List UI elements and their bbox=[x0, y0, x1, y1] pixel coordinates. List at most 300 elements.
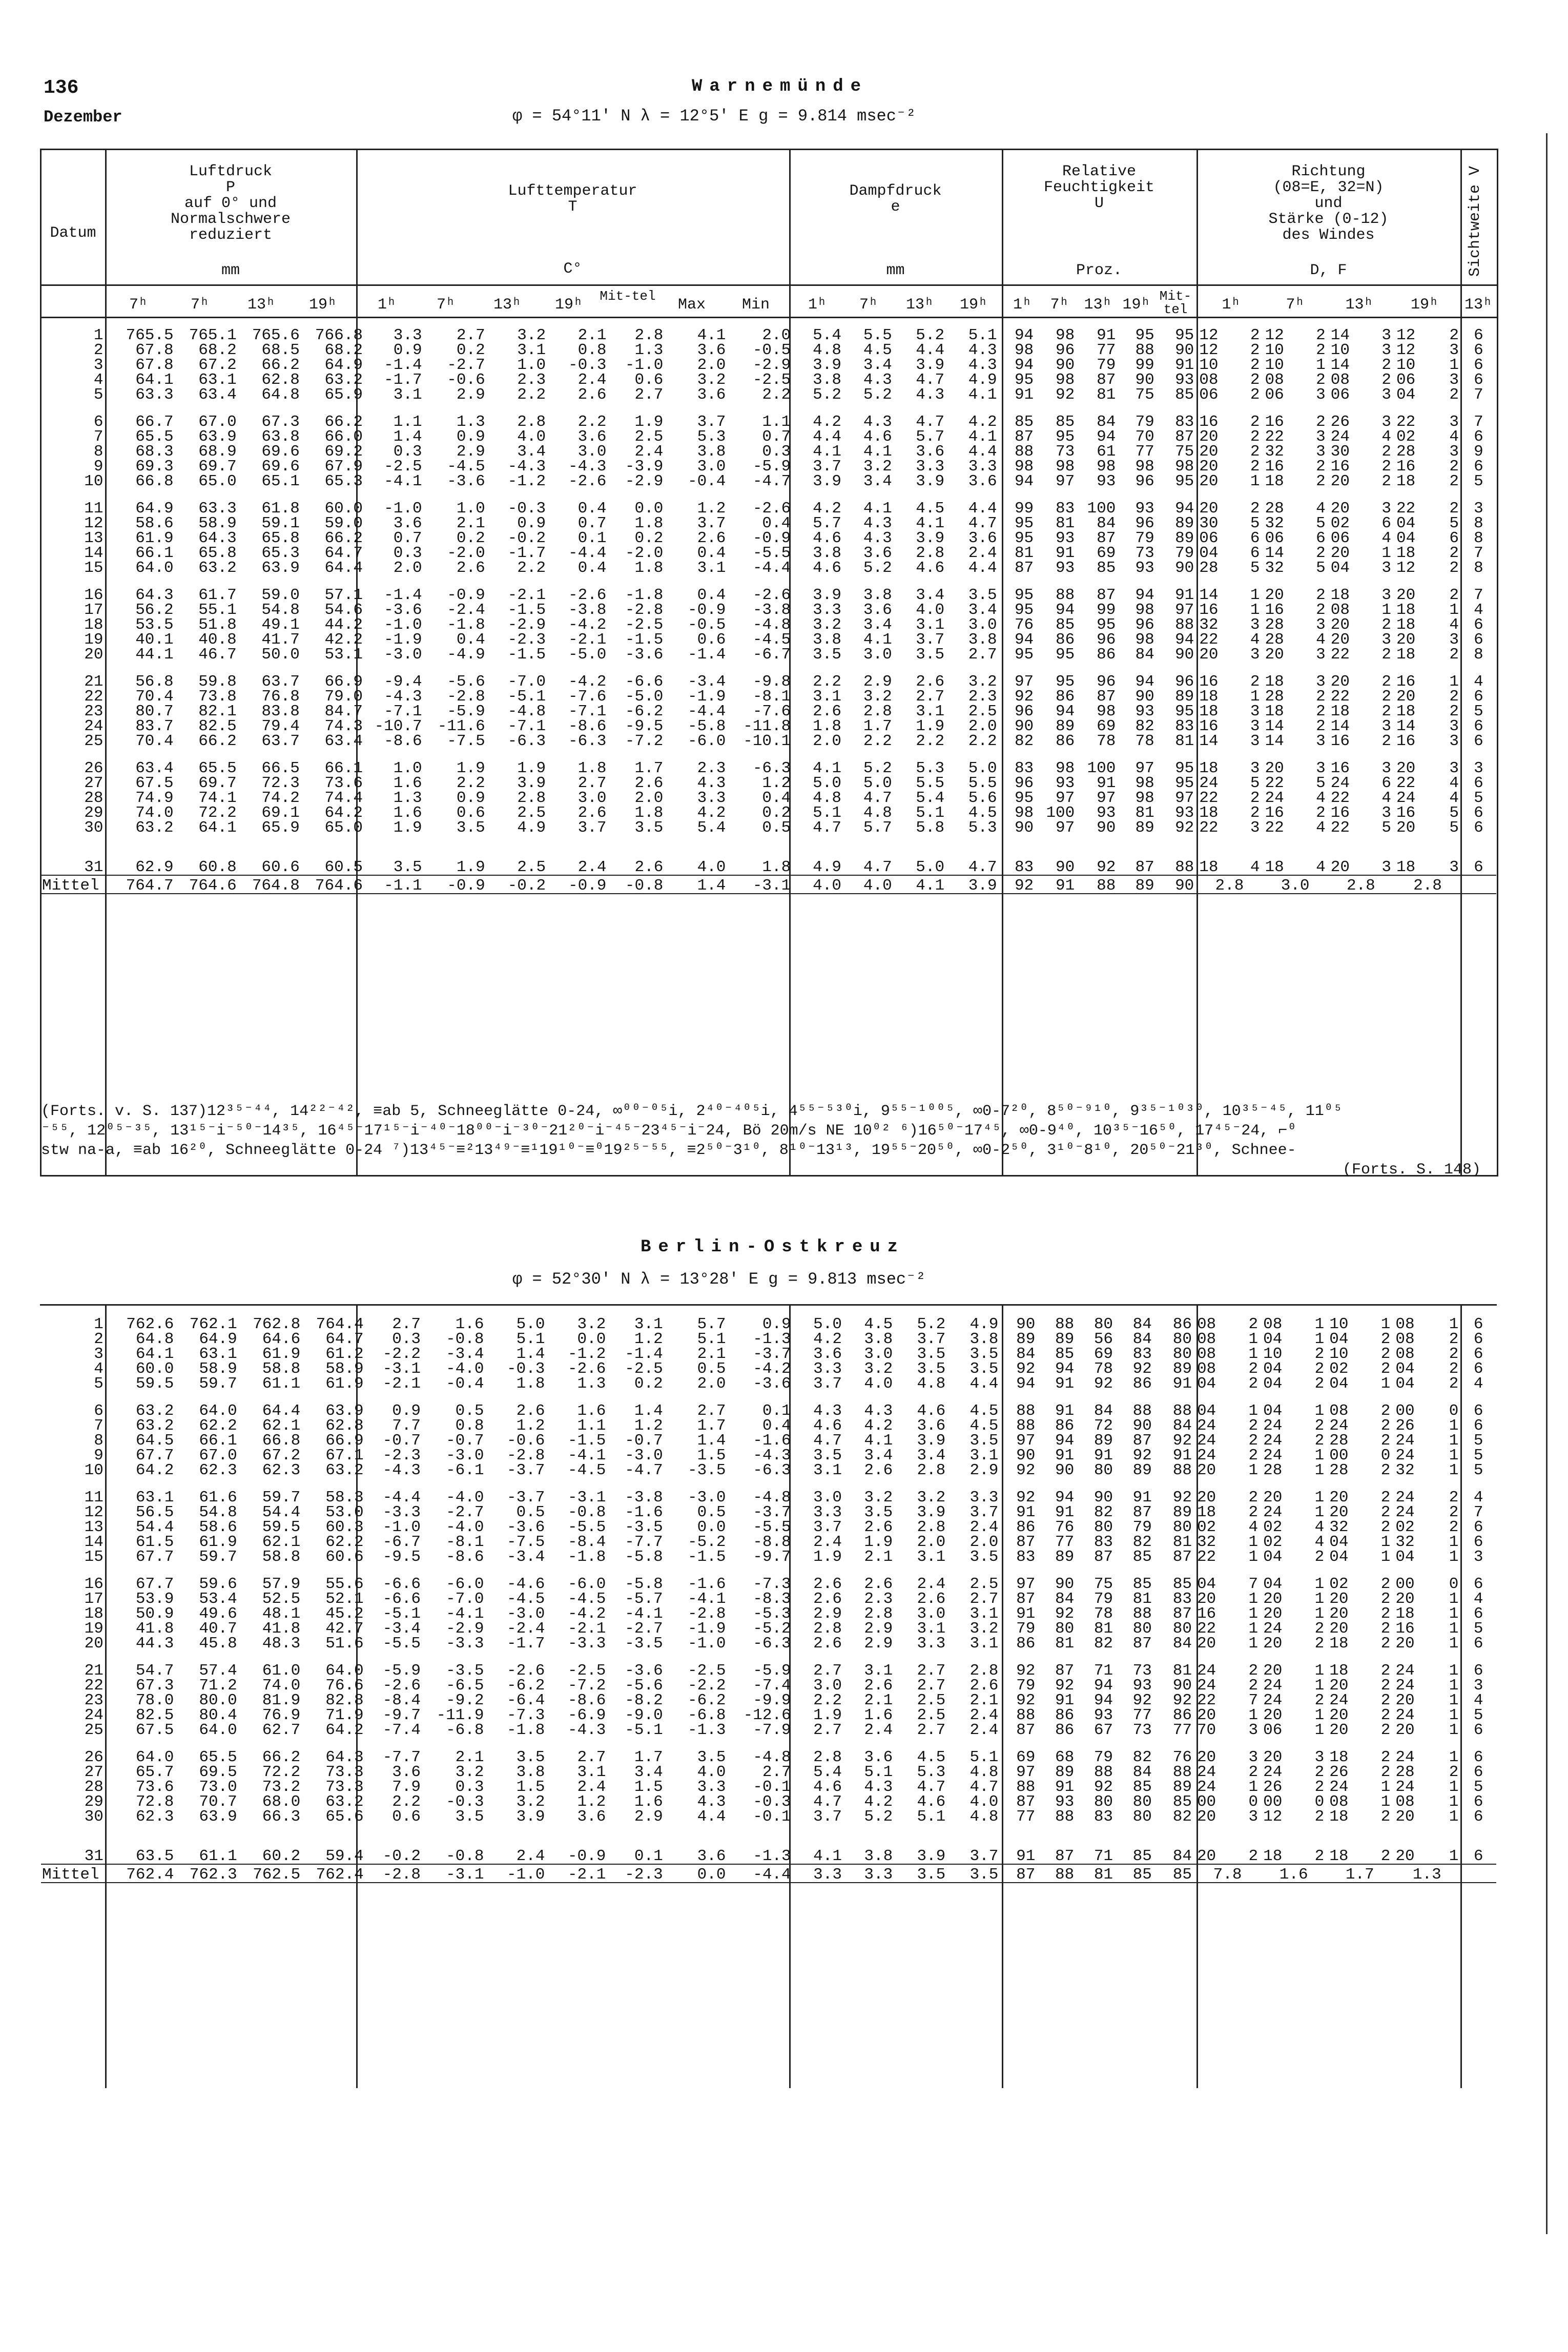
table-cell: 11 bbox=[84, 500, 104, 518]
table-cell: 78 bbox=[1135, 732, 1154, 750]
table-cell: 2 bbox=[1316, 703, 1326, 720]
table-cell: 65.0 bbox=[324, 819, 363, 837]
table-cell: 22 bbox=[1330, 646, 1350, 664]
table-cell: 69.5 bbox=[199, 1763, 237, 1781]
table-cell: -4.3 bbox=[753, 1447, 791, 1464]
table-cell: 81 bbox=[1175, 732, 1194, 750]
table-cell: 1.2 bbox=[577, 1793, 606, 1811]
table-cell: 2 bbox=[1449, 500, 1459, 518]
table-cell: 98 bbox=[1014, 458, 1034, 476]
table-cell: 10 bbox=[1329, 1315, 1349, 1333]
table-cell: 18 bbox=[1199, 703, 1219, 720]
table-cell: 97 bbox=[1016, 1763, 1036, 1781]
table-cell: 3 bbox=[1381, 386, 1391, 404]
table-cell: 2.6 bbox=[456, 559, 485, 577]
table-cell: 6 bbox=[1473, 1635, 1483, 1653]
table-cell: -1.7 bbox=[384, 371, 422, 389]
table-cell: 73 bbox=[1132, 1662, 1152, 1680]
table-cell: 24 bbox=[1196, 1677, 1216, 1695]
table-cell: -0.3 bbox=[507, 500, 546, 518]
table-cell: 2 bbox=[1381, 443, 1391, 461]
table-cell: 5.4 bbox=[697, 819, 726, 837]
table-cell: 1.1 bbox=[393, 413, 422, 431]
mittel-cell: -0.9 bbox=[425, 875, 488, 894]
table-cell: 3 bbox=[1250, 819, 1260, 837]
header-feuchte-line2: Feuchtigkeit bbox=[1043, 179, 1155, 196]
table-cell: 20 bbox=[1395, 1590, 1415, 1608]
mittel-cell: 89 bbox=[1119, 875, 1157, 894]
table-cell: 18 bbox=[1265, 472, 1284, 490]
table-cell: 60.2 bbox=[262, 1847, 301, 1865]
table-cell: 67.9 bbox=[324, 458, 363, 476]
table-cell: 12 bbox=[1396, 326, 1416, 344]
table-cell: -8.6 bbox=[384, 732, 422, 750]
table-cell: 16 bbox=[1265, 413, 1284, 431]
table-cell: 3.2 bbox=[863, 458, 892, 476]
table-cell: -0.4 bbox=[687, 472, 726, 490]
table-cell: 00 bbox=[1395, 1575, 1415, 1593]
table-cell: 2 bbox=[1380, 1748, 1391, 1766]
table-cell: 4.0 bbox=[697, 858, 726, 876]
table-cell: 5 bbox=[1474, 703, 1483, 720]
table-cell: 82.5 bbox=[135, 1706, 174, 1724]
table-cell: 8 bbox=[1474, 529, 1483, 547]
table-row bbox=[41, 588, 1496, 603]
table-row bbox=[41, 1636, 1496, 1651]
table-cell: 4.3 bbox=[863, 529, 892, 547]
table-cell: 2.5 bbox=[634, 428, 664, 446]
table-cell: 2 bbox=[1314, 1808, 1325, 1826]
table-cell: 31 bbox=[84, 1847, 104, 1865]
table-row bbox=[41, 1505, 1496, 1520]
table-cell: 2.0 bbox=[969, 1533, 999, 1551]
table-cell: 2.6 bbox=[577, 386, 607, 404]
table-cell: 60.0 bbox=[135, 1360, 174, 1378]
table-cell: 95 bbox=[1014, 371, 1034, 389]
table-row bbox=[41, 1678, 1496, 1693]
table-cell: 95 bbox=[1175, 326, 1194, 344]
table-cell: 81 bbox=[1014, 544, 1034, 562]
table-cell: 2 bbox=[1316, 688, 1326, 706]
table-cell: 80 bbox=[1132, 1793, 1152, 1811]
table-cell: 1 bbox=[1250, 601, 1260, 619]
table-cell: -5.8 bbox=[625, 1548, 663, 1566]
table-cell: 1 bbox=[1250, 472, 1260, 490]
table-cell: 64.0 bbox=[325, 1662, 364, 1680]
table-row bbox=[41, 387, 1496, 402]
table-cell: -1.6 bbox=[688, 1575, 726, 1593]
table-cell: 3.3 bbox=[813, 1360, 842, 1378]
table-cell: 2 bbox=[93, 341, 104, 359]
table-cell: 64.2 bbox=[135, 1461, 174, 1479]
table-row bbox=[41, 1809, 1496, 1824]
table-cell: 63.1 bbox=[199, 1345, 237, 1363]
table-cell: 8 bbox=[1474, 646, 1483, 664]
table-cell: 41.8 bbox=[135, 1620, 174, 1638]
table-cell: 59.0 bbox=[324, 514, 363, 532]
table-cell: 20 bbox=[1265, 646, 1284, 664]
table-cell: 87 bbox=[1132, 1432, 1152, 1450]
table-cell: 6 bbox=[1473, 1793, 1483, 1811]
table-cell: 3.0 bbox=[917, 1605, 946, 1623]
table-cell: -2.1 bbox=[567, 1620, 606, 1638]
table-cell: 2 bbox=[1248, 1375, 1258, 1393]
table-cell: 08 bbox=[1196, 1360, 1216, 1378]
table-cell: -2.4 bbox=[447, 601, 485, 619]
table-cell: 63.9 bbox=[198, 428, 237, 446]
table-cell: -3.6 bbox=[753, 1375, 791, 1393]
table-cell: -2.6 bbox=[382, 1677, 421, 1695]
table-cell: 4.8 bbox=[969, 1763, 999, 1781]
table-cell: 55.1 bbox=[198, 601, 237, 619]
table-cell: 73 bbox=[1056, 443, 1075, 461]
table-cell: 1 bbox=[1449, 1417, 1459, 1435]
table-cell: 76 bbox=[1055, 1518, 1075, 1536]
table-cell: 93 bbox=[1056, 529, 1075, 547]
table-cell: 91 bbox=[1016, 1605, 1036, 1623]
table-cell: 94 bbox=[1094, 1677, 1113, 1695]
table-cell: 41.7 bbox=[261, 631, 300, 649]
table-cell: 06 bbox=[1199, 386, 1219, 404]
table-cell: 3.0 bbox=[968, 616, 997, 634]
table-cell: 3.2 bbox=[863, 688, 892, 706]
table-cell: 3.9 bbox=[916, 529, 945, 547]
mittel-cell bbox=[1461, 1864, 1496, 1883]
table-cell: 20 bbox=[1395, 1847, 1415, 1865]
table-cell: 28 bbox=[1265, 631, 1284, 649]
table-cell: 2 bbox=[1449, 1330, 1459, 1348]
table-cell: 79.0 bbox=[324, 688, 363, 706]
table-row bbox=[41, 1463, 1496, 1478]
table-cell: -0.8 bbox=[567, 1503, 606, 1521]
table-cell: 2.7 bbox=[392, 1315, 421, 1333]
table-cell: 0 bbox=[1380, 1447, 1391, 1464]
table-cell: 97 bbox=[1056, 472, 1075, 490]
table-cell: 4.1 bbox=[813, 443, 841, 461]
table-cell: 3.6 bbox=[392, 1763, 421, 1781]
table-cell: 18 bbox=[1395, 1605, 1415, 1623]
sub-e-1: 1ʰ bbox=[808, 296, 827, 314]
table-cell: 22 bbox=[84, 1677, 104, 1695]
table-cell: -1.3 bbox=[688, 1721, 726, 1739]
table-cell: 02 bbox=[1329, 1575, 1349, 1593]
table-cell: 78 bbox=[1094, 1360, 1113, 1378]
table-cell: -2.1 bbox=[382, 1375, 421, 1393]
table-cell: 57.1 bbox=[324, 586, 363, 604]
table-row bbox=[41, 1693, 1496, 1708]
table-cell: 2.6 bbox=[917, 1590, 946, 1608]
table-cell: 1 bbox=[1314, 1503, 1325, 1521]
table-cell: -4.0 bbox=[446, 1360, 484, 1378]
table-cell: 94 bbox=[1014, 356, 1034, 374]
table-cell: 2.8 bbox=[517, 413, 546, 431]
mittel-cell: -3.1 bbox=[729, 875, 794, 894]
table-cell: 26 bbox=[1263, 1778, 1283, 1796]
table-cell: 64.9 bbox=[135, 500, 174, 518]
table-cell: 68.9 bbox=[198, 443, 237, 461]
table-cell: 3.6 bbox=[393, 514, 422, 532]
table-cell: 2 bbox=[1380, 1677, 1391, 1695]
table-cell: 79 bbox=[1175, 544, 1194, 562]
table-cell: 92 bbox=[1016, 1691, 1036, 1709]
table-cell: 1.9 bbox=[456, 759, 485, 777]
table-cell: -2.9 bbox=[625, 472, 664, 490]
table-cell: -6.3 bbox=[753, 1461, 791, 1479]
table-cell: 4 bbox=[1316, 789, 1326, 807]
table-cell: 0.9 bbox=[393, 341, 422, 359]
table-cell: 64.4 bbox=[262, 1402, 301, 1420]
table-cell: 72.3 bbox=[261, 774, 300, 792]
table-cell: 1 bbox=[1314, 1461, 1325, 1479]
table-cell: 62.1 bbox=[262, 1417, 301, 1435]
table-cell: 18 bbox=[1265, 858, 1284, 876]
table-cell: 46.7 bbox=[198, 646, 237, 664]
table-cell: 3.5 bbox=[456, 819, 485, 837]
table-cell: 90 bbox=[1014, 819, 1034, 837]
table-cell: 84 bbox=[1016, 1345, 1036, 1363]
table-row bbox=[41, 1663, 1496, 1678]
table-cell: 21 bbox=[84, 673, 104, 691]
table-cell: 1.8 bbox=[516, 1375, 545, 1393]
table-cell: 24 bbox=[1395, 1748, 1415, 1766]
table-cell: 67.0 bbox=[198, 413, 237, 431]
table-cell: 31 bbox=[84, 858, 104, 876]
table-row bbox=[41, 689, 1496, 704]
table-cell: 90 bbox=[1014, 717, 1034, 735]
table-cell: 0.9 bbox=[456, 428, 485, 446]
table-cell: 1 bbox=[1449, 1447, 1459, 1464]
sub-w-1: 1ʰ bbox=[1222, 296, 1241, 314]
table-cell: 08 bbox=[1395, 1315, 1415, 1333]
table-cell: 66.2 bbox=[262, 1748, 301, 1766]
table-cell: 95 bbox=[1175, 703, 1194, 720]
table-cell: 1 bbox=[1381, 601, 1391, 619]
mittel-cell: 85 bbox=[1116, 1864, 1155, 1883]
table-cell: 2.9 bbox=[969, 1461, 999, 1479]
table-cell: 28 bbox=[1329, 1432, 1349, 1450]
table-cell: 91 bbox=[1094, 1447, 1113, 1464]
table-cell: 6 bbox=[94, 1402, 104, 1420]
table-cell: 1 bbox=[1248, 1330, 1258, 1348]
table-cell: 85 bbox=[1056, 413, 1075, 431]
table-cell: 04 bbox=[1263, 1548, 1283, 1566]
table-cell: 5.4 bbox=[813, 326, 841, 344]
table-cell: 30 bbox=[1199, 514, 1219, 532]
table-cell: 22 bbox=[1196, 1620, 1216, 1638]
table-cell: 2 bbox=[1250, 341, 1260, 359]
table-cell: 3.8 bbox=[864, 1847, 893, 1865]
table-cell: 80 bbox=[1172, 1620, 1192, 1638]
table-cell: 80 bbox=[1094, 1315, 1113, 1333]
table-cell: 0.5 bbox=[455, 1402, 484, 1420]
table-cell: 3.9 bbox=[917, 1432, 946, 1450]
table-cell: 81.9 bbox=[262, 1691, 301, 1709]
table-cell: 89 bbox=[1175, 688, 1194, 706]
table-cell: 4.4 bbox=[968, 559, 997, 577]
table-cell: -8.4 bbox=[382, 1691, 421, 1709]
table-cell: 18 bbox=[1265, 703, 1284, 720]
table-cell: 24 bbox=[1196, 1763, 1216, 1781]
table-cell: 81 bbox=[1056, 514, 1075, 532]
table-cell: 4 bbox=[1473, 1590, 1483, 1608]
table-cell: 3.4 bbox=[916, 586, 945, 604]
table-cell: 14 bbox=[1265, 544, 1284, 562]
table-cell: -7.1 bbox=[507, 717, 546, 735]
table-cell: -2.3 bbox=[382, 1447, 421, 1464]
table-cell: 4.9 bbox=[968, 371, 997, 389]
mittel-cell: 3.3 bbox=[845, 1864, 896, 1883]
table-cell: 24 bbox=[1263, 1417, 1283, 1435]
table-cell: -5.5 bbox=[567, 1518, 606, 1536]
table-cell: 2.2 bbox=[577, 413, 607, 431]
mittel-cell: 3.5 bbox=[948, 1864, 1001, 1883]
table-cell: 56.5 bbox=[135, 1503, 174, 1521]
table-cell: 2 bbox=[1380, 1691, 1391, 1709]
table-cell: 61.6 bbox=[199, 1489, 237, 1507]
page-number: 136 bbox=[44, 77, 79, 99]
table-cell: 61.9 bbox=[262, 1345, 301, 1363]
table-cell: 4.7 bbox=[968, 514, 997, 532]
table-cell: 1.6 bbox=[634, 1793, 663, 1811]
table-cell: 3.4 bbox=[968, 601, 997, 619]
table-cell: 8 bbox=[93, 443, 104, 461]
table-cell: 2.4 bbox=[813, 1533, 842, 1551]
table-cell: 3 bbox=[1250, 732, 1260, 750]
table-cell: 20 bbox=[1199, 500, 1219, 518]
table-cell: 3.1 bbox=[697, 559, 726, 577]
table-cell: 08 bbox=[1329, 1402, 1349, 1420]
table-cell: 2 bbox=[1316, 804, 1326, 822]
table-cell: 1.8 bbox=[762, 858, 791, 876]
table-cell: -6.0 bbox=[567, 1575, 606, 1593]
table-cell: 3.5 bbox=[917, 1345, 946, 1363]
table-cell: 04 bbox=[1329, 1330, 1349, 1348]
table-cell: 04 bbox=[1329, 1548, 1349, 1566]
table-cell: 2 bbox=[1380, 1763, 1391, 1781]
table-cell: 14 bbox=[84, 544, 104, 562]
table-cell: 62.9 bbox=[135, 858, 174, 876]
table-cell: 2 bbox=[1380, 1721, 1391, 1739]
table-cell: 2 bbox=[1380, 1330, 1391, 1348]
table-cell: 4 bbox=[1381, 529, 1391, 547]
table-cell: 93 bbox=[1094, 1706, 1113, 1724]
table-cell: 92 bbox=[1132, 1360, 1152, 1378]
table-cell: 96 bbox=[1135, 616, 1154, 634]
table-cell: 90 bbox=[1132, 1417, 1152, 1435]
table-cell: 2 bbox=[1250, 500, 1260, 518]
table-cell: 2.7 bbox=[697, 1402, 726, 1420]
table-cell: 16 bbox=[1199, 413, 1219, 431]
table-cell: 64.7 bbox=[324, 544, 363, 562]
table-cell: 5 bbox=[1316, 559, 1326, 577]
table-cell: 2 bbox=[1380, 1605, 1391, 1623]
table-cell: 92 bbox=[1016, 1662, 1036, 1680]
table-cell: 2.8 bbox=[917, 1518, 946, 1536]
table-cell: 5 bbox=[1474, 472, 1483, 490]
table-cell: 28 bbox=[84, 1778, 104, 1796]
table-cell: 28 bbox=[1263, 1461, 1283, 1479]
table-cell: 4.5 bbox=[917, 1748, 946, 1766]
table-cell: 3.1 bbox=[916, 616, 945, 634]
table-cell: 6 bbox=[1474, 371, 1483, 389]
table-cell: -2.7 bbox=[447, 356, 485, 374]
table-cell: 6 bbox=[1474, 858, 1483, 876]
mittel-cell: 0.0 bbox=[666, 1864, 729, 1883]
table-row bbox=[41, 1376, 1496, 1391]
table-cell: 3.6 bbox=[697, 341, 726, 359]
table-cell: 64.4 bbox=[324, 559, 363, 577]
mittel-cell: 92 bbox=[1000, 875, 1037, 894]
table-cell: 91 bbox=[1055, 1503, 1075, 1521]
table-cell: 79 bbox=[1016, 1677, 1036, 1695]
table-cell: 1 bbox=[1449, 1778, 1459, 1796]
table-cell: 3.9 bbox=[813, 356, 841, 374]
table-cell: 24 bbox=[1330, 774, 1350, 792]
table-cell: 24 bbox=[1263, 1620, 1283, 1638]
mittel-row bbox=[41, 1864, 1496, 1883]
table-row bbox=[41, 617, 1496, 632]
table-cell: 80 bbox=[1132, 1620, 1152, 1638]
table-cell: 65.3 bbox=[261, 544, 300, 562]
table-cell: 86 bbox=[1172, 1315, 1192, 1333]
table-cell: 04 bbox=[1196, 1575, 1216, 1593]
table-cell: 5.0 bbox=[813, 774, 841, 792]
header-luftdruck-symbol: P bbox=[225, 179, 235, 196]
table-cell: 1 bbox=[1449, 1691, 1459, 1709]
table-cell: -2.8 bbox=[625, 601, 664, 619]
table-cell: 2.8 bbox=[917, 1461, 946, 1479]
table-cell: 0.0 bbox=[634, 500, 664, 518]
table-cell: 2.6 bbox=[916, 673, 945, 691]
table-cell: 20 bbox=[1329, 1706, 1349, 1724]
table-cell: 91 bbox=[1055, 1691, 1075, 1709]
table-cell: 08 bbox=[1329, 1793, 1349, 1811]
table-cell: 1 bbox=[1449, 1677, 1459, 1695]
table-cell: 1.3 bbox=[577, 1375, 606, 1393]
table-cell: 20 bbox=[1330, 616, 1350, 634]
table-cell: 1 bbox=[1449, 1662, 1459, 1680]
table-cell: 59.1 bbox=[261, 514, 300, 532]
table-row bbox=[41, 1317, 1496, 1332]
table-cell: 94 bbox=[1135, 673, 1154, 691]
table-cell: 20 bbox=[1196, 1748, 1216, 1766]
table-cell: 20 bbox=[1330, 472, 1350, 490]
table-cell: 66.2 bbox=[261, 356, 300, 374]
table-cell: 90 bbox=[1016, 1447, 1036, 1464]
table-cell: 2.5 bbox=[517, 804, 546, 822]
table-cell: 1 bbox=[1314, 1575, 1325, 1593]
table-cell: 3.3 bbox=[916, 458, 945, 476]
table-cell: 71.9 bbox=[325, 1706, 364, 1724]
header-feuchte-unit: Proz. bbox=[1076, 262, 1122, 279]
table-cell: 3 bbox=[1381, 559, 1391, 577]
table-cell: 53.4 bbox=[199, 1590, 237, 1608]
table-cell: 08 bbox=[1196, 1345, 1216, 1363]
header-wind-symbol: D, F bbox=[1310, 262, 1347, 279]
table-cell: 18 bbox=[1199, 858, 1219, 876]
table-cell: 24 bbox=[1395, 1778, 1415, 1796]
table-cell: -6.8 bbox=[446, 1721, 484, 1739]
table-cell: 62.2 bbox=[199, 1417, 237, 1435]
table-cell: 20 bbox=[1263, 1590, 1283, 1608]
table-cell: 84 bbox=[1097, 413, 1116, 431]
table-cell: 59.7 bbox=[199, 1548, 237, 1566]
table-cell: 2.5 bbox=[917, 1706, 946, 1724]
table-cell: 29 bbox=[84, 1793, 104, 1811]
table-row bbox=[41, 561, 1496, 575]
table-cell: 64.2 bbox=[325, 1721, 364, 1739]
table-cell: 08 bbox=[1199, 371, 1219, 389]
